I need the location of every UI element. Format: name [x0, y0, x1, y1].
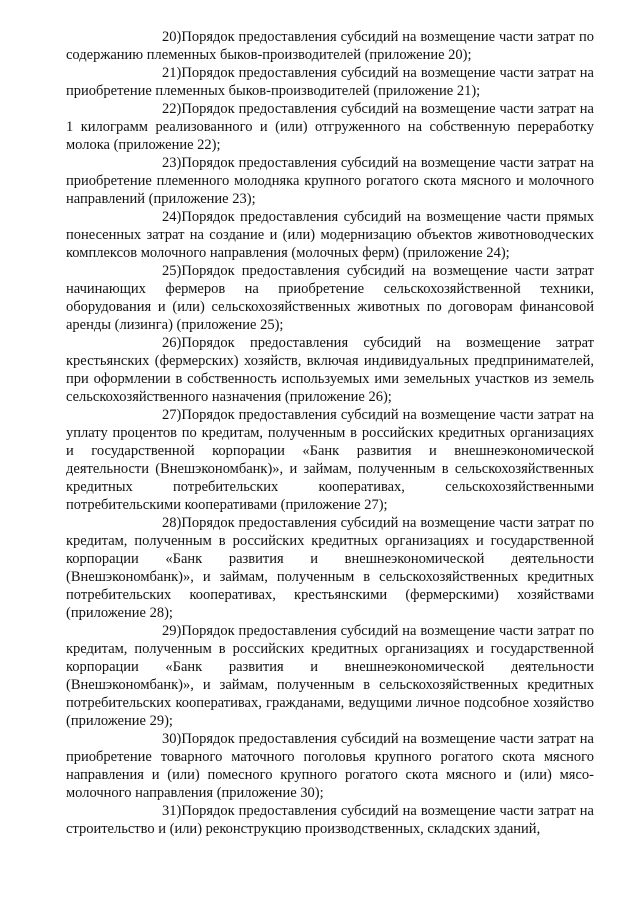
item-number: 27) — [162, 407, 182, 423]
item-number: 26) — [162, 335, 182, 351]
item-text: Порядок предоставления субсидий на возмещение части затрат на уплату процентов по кредитам, полученным в российских кредитных организациях и государственной корпорации «Банк развития и внешнеэкономической деятельности (Внешэкономбанк)», и займам, полученным в сельскохозяйственных кредитных потребительских кооперативах, сельскохозяйственными потребительскими кооперативами (приложение 27); — [66, 407, 594, 513]
item-text: Порядок предоставления субсидий на возмещение части прямых понесенных затрат на создание и (или) модернизацию объектов животноводческих комплексов молочного направления (молочных ферм) (приложение 24); — [66, 209, 594, 261]
list-item-27 — [66, 406, 594, 514]
list-item-28 — [66, 514, 594, 622]
item-number: 30) — [162, 731, 182, 747]
item-number: 29) — [162, 623, 182, 639]
list-item-29 — [66, 622, 594, 730]
list-item-30 — [66, 730, 594, 802]
list-item-31 — [66, 802, 594, 838]
list-item-26 — [66, 334, 594, 406]
list-item-23 — [66, 154, 594, 208]
item-number: 31) — [162, 803, 182, 819]
item-number: 20) — [162, 29, 182, 45]
item-text: Порядок предоставления субсидий на возмещение части затрат по кредитам, полученным в российских кредитных организациях и государственной корпорации «Банк развития и внешнеэкономической деятельности (Внешэкономбанк)», и займам, полученным в сельскохозяйственных кредитных потребительских кооперативах, крестьянскими (фермерскими) хозяйствами (приложение 28); — [66, 515, 594, 621]
item-number: 23) — [162, 155, 182, 171]
item-text: Порядок предоставления субсидий на возмещение затрат крестьянских (фермерских) хозяйств, включая индивидуальных предпринимателей, при оформлении в собственность используемых ими земельных участков из земель сельскохозяйственного назначения (приложение 26); — [66, 335, 594, 405]
item-text: Порядок предоставления субсидий на возмещение части затрат на приобретение племенных быков-производителей (приложение 21); — [66, 65, 594, 99]
item-number: 24) — [162, 209, 182, 225]
item-text: Порядок предоставления субсидий на возмещение части затрат на приобретение товарного маточного поголовья крупного рогатого скота мясного направления и (или) помесного крупного рогатого скота мясного и (или) мясо-молочного направления (приложение 30); — [66, 731, 594, 801]
list-item-24 — [66, 208, 594, 262]
item-number: 22) — [162, 101, 182, 117]
item-number: 25) — [162, 263, 182, 279]
list-item-25 — [66, 262, 594, 334]
list-item-21 — [66, 64, 594, 100]
item-text: Порядок предоставления субсидий на возмещение части затрат по содержанию племенных быков-производителей (приложение 20); — [66, 29, 594, 63]
item-number: 28) — [162, 515, 182, 531]
item-text: Порядок предоставления субсидий на возмещение части затрат по кредитам, полученным в российских кредитных организациях и государственной корпорации «Банк развития и внешнеэкономической деятельности (Внешэкономбанк)», и займам, полученным в сельскохозяйственных кредитных потребительских кооперативах, гражданами, ведущими личное подсобное хозяйство (приложение 29); — [66, 623, 594, 729]
list-item-22 — [66, 100, 594, 154]
item-text: Порядок предоставления субсидий на возмещение части затрат на строительство и (или) реконструкцию производственных, складских зданий, — [66, 803, 594, 837]
document-page — [66, 28, 594, 838]
item-number: 21) — [162, 65, 182, 81]
list-item-20 — [66, 28, 594, 64]
item-text: Порядок предоставления субсидий на возмещение части затрат начинающих фермеров на приобретение сельскохозяйственной техники, оборудования и (или) сельскохозяйственных животных по договорам финансовой аренды (лизинга) (приложение 25); — [66, 263, 594, 333]
item-text: Порядок предоставления субсидий на возмещение части затрат на приобретение племенного молодняка крупного рогатого скота мясного и молочного направлений (приложение 23); — [66, 155, 594, 207]
item-text: Порядок предоставления субсидий на возмещение части затрат на 1 килограмм реализованного и (или) отгруженного на собственную переработку молока (приложение 22); — [66, 101, 594, 153]
